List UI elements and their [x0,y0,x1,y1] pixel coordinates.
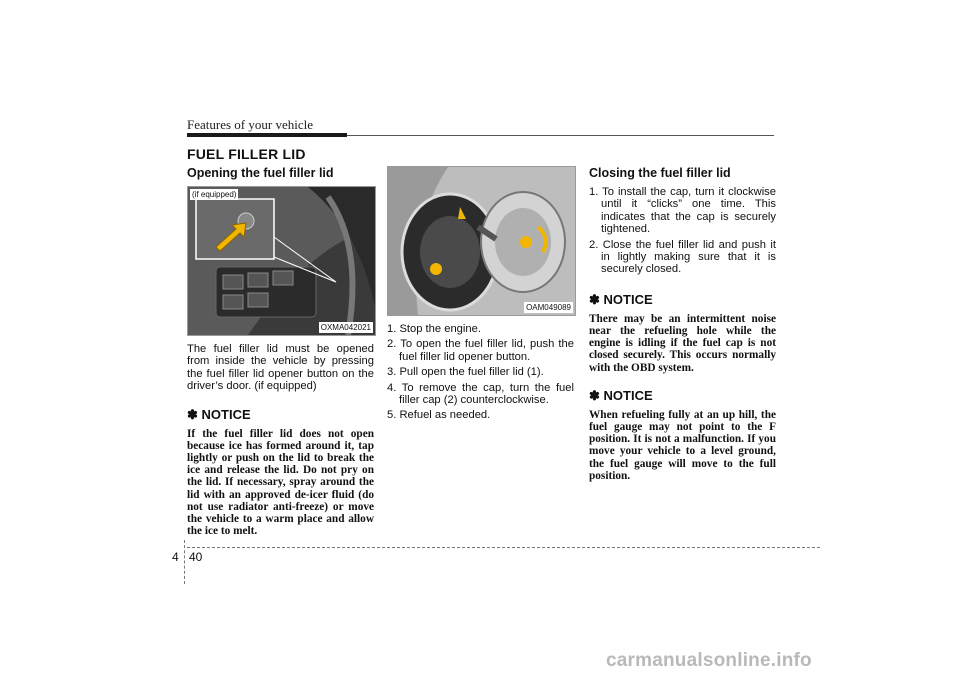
section-title: FUEL FILLER LID [187,146,306,162]
page-number: 40 [189,550,203,564]
opening-body: The fuel filler lid must be opened from inside the vehicle by pressing the fuel filler lid opener button on the driver’s door. (if equipped) [187,343,374,393]
opening-heading: Opening the fuel filler lid [187,166,334,180]
column-steps [387,166,574,425]
watermark: carmanualsonline.info [606,650,812,671]
list-item: 4. To remove the cap, turn the fuel filler cap (2) counterclockwise. [387,381,574,407]
notice3-text: When refueling fully at an up hill, the fuel gauge may not point to the F position. It is not a malfunction. If you move your vehicle to a level ground, the fuel gauge will move to the full position. [589,408,776,482]
notice-symbol-icon: ✽ [187,406,198,422]
photo-code: OAM049089 [526,303,571,312]
footer-divider [184,540,185,584]
notice1-heading: ✽ NOTICE [187,406,251,422]
fuel-lid-illustration [388,167,575,315]
door-switch-photo [187,186,376,336]
list-item: 1. To install the cap, turn it clockwise until it “clicks” one time. This indicates that the cap is securely tightened. [589,186,776,236]
closing-heading: Closing the fuel filler lid [589,166,731,180]
photo-code: OXMA042021 [320,323,371,332]
steps-list [387,323,574,422]
header-rule-thick [187,133,347,137]
list-item: 2. To open the fuel filler lid, push the fuel filler lid opener button. [387,338,574,363]
list-item: 2. Close the fuel filler lid and push it in lightly making sure that it is securely closed. [589,238,776,276]
photo-tag-if-equipped: (if equipped) [192,190,237,199]
list-item: 1. Stop the engine. [387,323,481,335]
notice2-heading: ✽ NOTICE [589,291,653,307]
notice3-heading: ✽ NOTICE [589,387,653,403]
notice-symbol-icon: ✽ [589,387,600,403]
page-header-title: Features of your vehicle [187,117,313,132]
column-opening [187,166,374,537]
column-closing [589,166,776,482]
door-switch-illustration [188,187,375,335]
header-rule-thin [347,135,774,136]
notice1-text: If the fuel filler lid does not open because ice has formed around it, tap lightly or push on the lid to break the ice and release the lid. Do not pry on the lid. If necessary, spray around the lid with an approved de-icer fluid (do not use radiator anti-freeze) or move the vehicle to a warm place and allow the ice to melt. [187,427,374,538]
list-item: 5. Refuel as needed. [387,409,491,422]
chapter-number: 4 [172,550,179,564]
notice-symbol-icon: ✽ [589,291,600,307]
footer-rule [187,547,820,548]
closing-list [589,186,776,276]
list-item: 3. Pull open the fuel filler lid (1). [387,366,544,379]
fuel-lid-photo [387,166,576,316]
notice2-text: There may be an intermittent noise near the refueling hole while the engine is idling if the fuel cap is not closed securely. This occurs normally with the OBD system. [589,312,776,374]
